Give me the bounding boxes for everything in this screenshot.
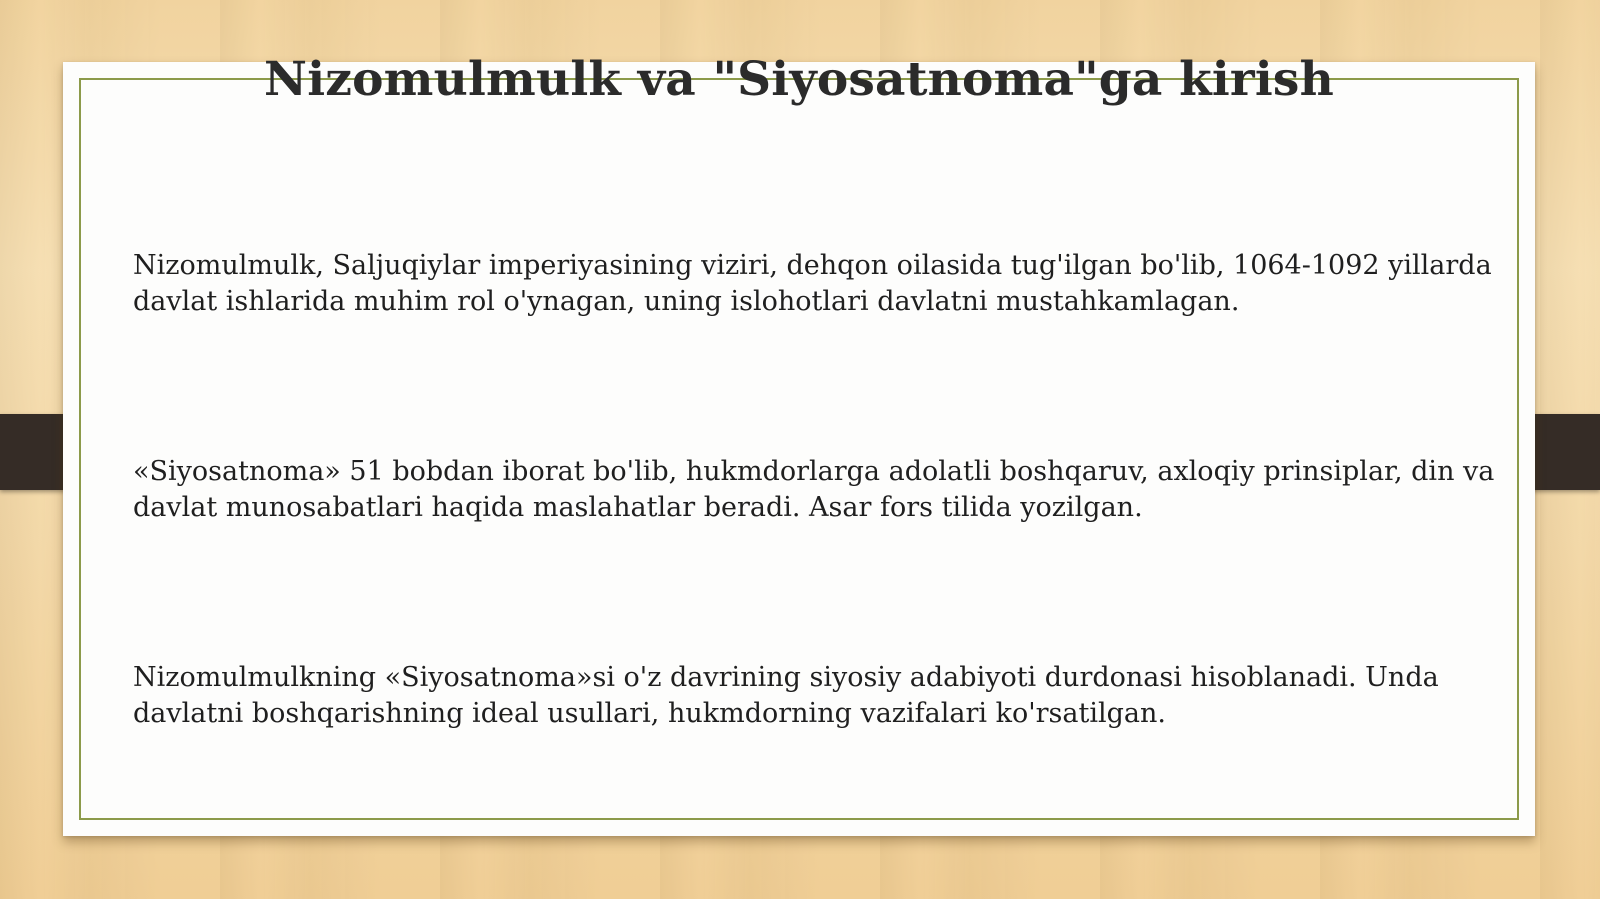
slide-card (63, 52, 1535, 836)
paragraph-significance: Nizomulmulkning «Siyosatnoma»si o'z davrining siyosiy adabiyoti durdonasi hisoblanadi. Unda davlatni boshqarishning ideal usullari, hukmdorning vazifalari ko'rsatilgan. (133, 662, 1439, 729)
paragraph-structure: «Siyosatnoma» 51 bobdan iborat bo'lib, hukmdorlarga adolatli boshqaruv, axloqiy prinsiplar, din va davlat munosabatlari haqida maslahatlar beradi. Asar fors tilida yozilgan. (133, 456, 1495, 523)
paragraph-intro: Nizomulmulk, Saljuqiylar imperiyasining viziri, dehqon oilasida tug'ilgan bo'lib, 1064-1092 yillarda davlat ishlarida muhim rol o'ynagan, uning islohotlari davlatni mustahkamlagan. (133, 250, 1492, 317)
slide-title: Nizomulmulk va "Siyosatnoma"ga kirish (264, 52, 1334, 107)
